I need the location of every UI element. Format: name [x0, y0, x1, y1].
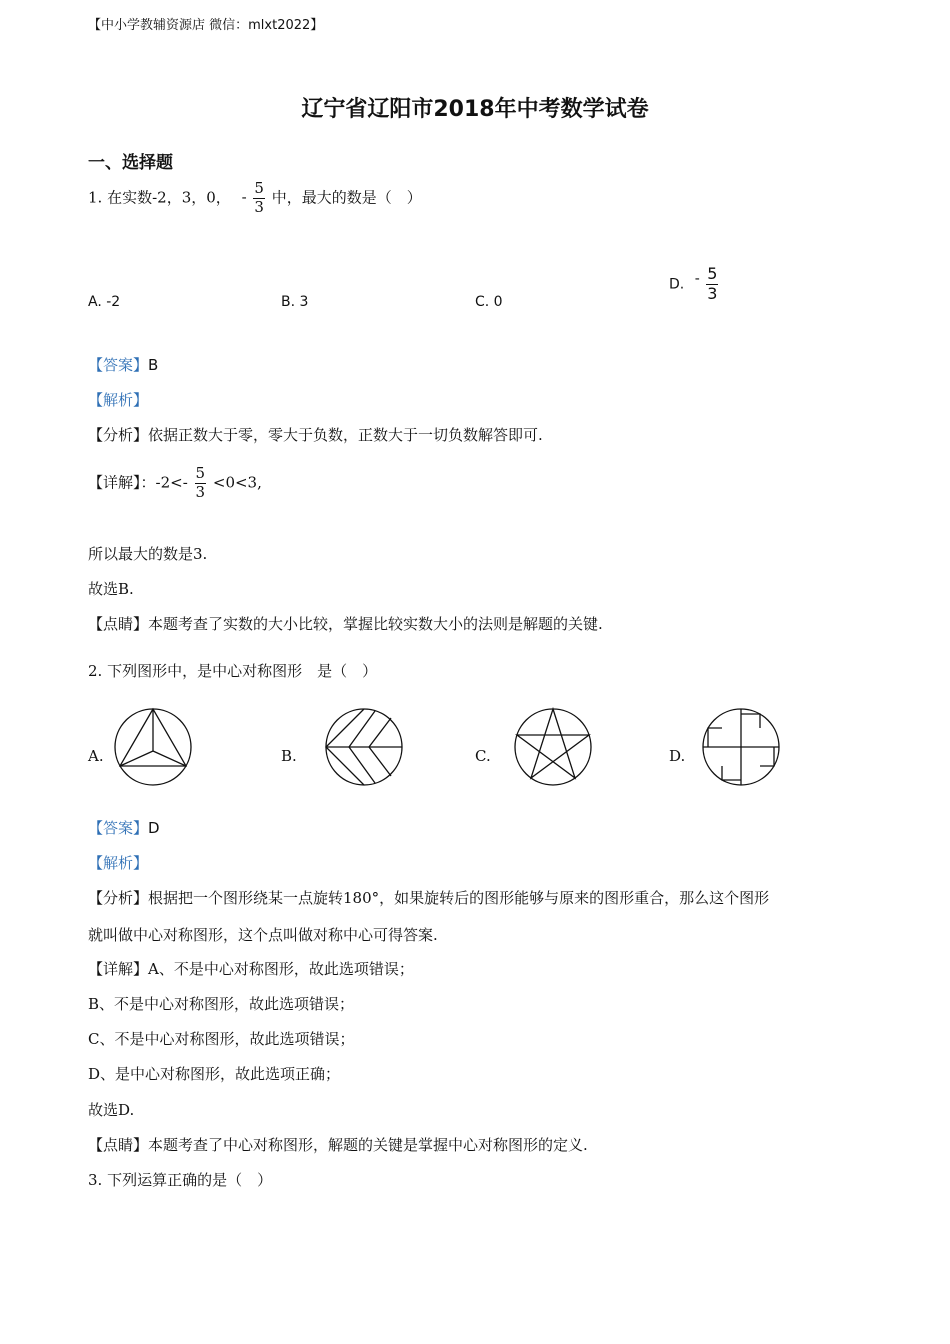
q1-dianjing-text: 本题考查了实数的大小比较，掌握比较实数大小的法则是解题的关键. — [148, 615, 603, 633]
q2-fenxi-text-1: 根据把一个图形绕某一点旋转180°，如果旋转后的图形能够与原来的图形重合，那么这个图形 — [148, 889, 770, 907]
q1-detail-num: 5 — [195, 464, 206, 482]
circle-star-icon — [512, 706, 594, 788]
q2-fenxi-1 — [88, 887, 769, 908]
q2-answer-value: D — [148, 819, 160, 837]
q1-detail-fraction — [195, 466, 207, 501]
q2-dianjing — [88, 1134, 588, 1155]
q1-fenxi-text: 依据正数大于零，零大于负数，正数大于一切负数解答即可. — [148, 426, 543, 444]
detail-tag: 【详解】 — [88, 960, 149, 978]
section-title: 一、选择题 — [88, 153, 173, 173]
q1-stem-post: 中，最大的数是（ ） — [271, 188, 422, 207]
q2-label-a: A. — [88, 747, 104, 765]
q1-frac-sign: - — [241, 188, 247, 207]
q1-detail-pre: ：-2<- — [140, 473, 188, 492]
q2-label-b: B. — [281, 747, 297, 765]
q1-option-a: A. -2 — [88, 294, 121, 310]
answer-tag: 【答案】 — [88, 356, 149, 374]
q1-fenxi — [88, 424, 543, 445]
answer-tag: 【答案】 — [88, 819, 149, 837]
q2-detail-a-text: A、不是中心对称图形，故此选项错误； — [148, 960, 414, 978]
q1-fraction — [253, 181, 265, 216]
q2-dianjing-text: 本题考查了中心对称图形，解题的关键是掌握中心对称图形的定义. — [148, 1136, 588, 1154]
circle-zigzag-icon — [323, 706, 405, 788]
q1-answer — [88, 354, 158, 375]
q2-detail-d: D、是中心对称图形，故此选项正确； — [88, 1065, 341, 1083]
q1-option-b: B. 3 — [281, 294, 309, 310]
q1-stem-pre: 1. 在实数-2，3，0， — [88, 188, 231, 207]
q1-option-c: C. 0 — [475, 294, 503, 310]
q2-detail-a — [88, 958, 414, 979]
fenxi-tag: 【分析】 — [88, 426, 149, 444]
q1-option-d-num: 5 — [707, 264, 718, 283]
q1-detail-den: 3 — [195, 482, 206, 501]
q2-label-c: C. — [475, 747, 491, 765]
dianjing-tag: 【点睛】 — [88, 615, 149, 633]
header-note: 【中小学教辅资源店 微信：mlxt2022】 — [88, 18, 324, 33]
q2-answer — [88, 817, 160, 838]
q1-option-d-den: 3 — [707, 283, 718, 303]
q2-analysis-tag: 【解析】 — [88, 854, 149, 872]
q1-option-d-fraction — [706, 266, 718, 303]
q1-option-d-sign: - — [694, 270, 700, 287]
q1-dianjing — [88, 613, 603, 634]
q1-so: 所以最大的数是3. — [88, 545, 208, 563]
q1-stem — [88, 181, 422, 216]
q1-detail-post: <0<3, — [212, 473, 262, 492]
circle-triangle-icon — [112, 706, 194, 788]
q2-choose: 故选D. — [88, 1101, 135, 1119]
q2-detail-b: B、不是中心对称图形，故此选项错误； — [88, 995, 355, 1013]
detail-tag: 【详解】 — [88, 473, 141, 492]
page-title: 辽宁省辽阳市2018年中考数学试卷 — [301, 97, 649, 122]
q1-frac-num: 5 — [254, 179, 264, 197]
dianjing-tag: 【点睛】 — [88, 1136, 149, 1154]
q2-fenxi-2: 就叫做中心对称图形，这个点叫做对称中心可得答案. — [88, 926, 438, 944]
q1-choose: 故选B. — [88, 580, 134, 598]
q1-option-d-label: D. — [669, 276, 685, 293]
circle-swastika-icon — [700, 706, 782, 788]
q1-frac-den: 3 — [254, 197, 264, 216]
q1-answer-value: B — [148, 356, 159, 374]
q2-detail-c: C、不是中心对称图形，故此选项错误； — [88, 1030, 355, 1048]
q3-stem: 3. 下列运算正确的是（ ） — [88, 1171, 273, 1189]
q2-stem: 2. 下列图形中，是中心对称图形 是（ ） — [88, 662, 378, 680]
q1-option-d — [669, 266, 720, 303]
q1-analysis-tag: 【解析】 — [88, 391, 149, 409]
q1-detail — [88, 466, 262, 501]
q2-label-d: D. — [669, 747, 686, 765]
fenxi-tag: 【分析】 — [88, 889, 149, 907]
